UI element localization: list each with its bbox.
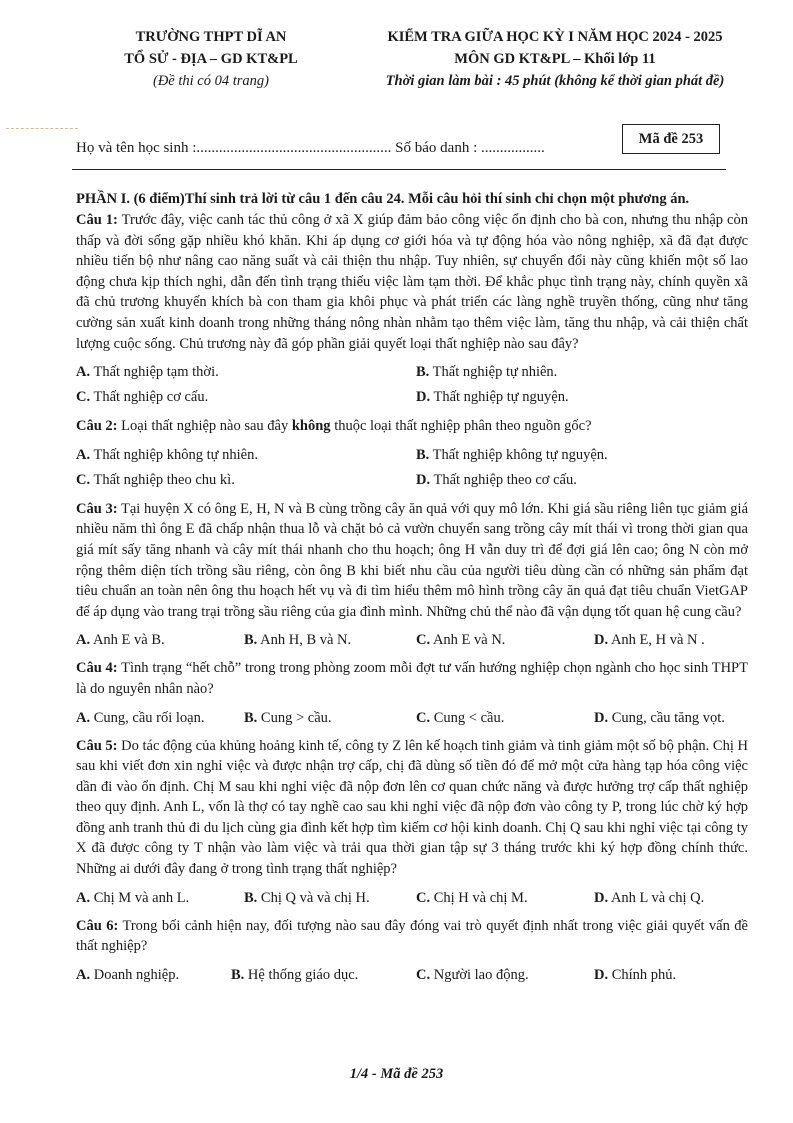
- name-label: Họ và tên học sinh :: [76, 140, 197, 156]
- option-b[interactable]: [244, 707, 332, 729]
- option-letter: C.: [76, 471, 91, 488]
- option-text: Thất nghiệp tự nguyện.: [433, 389, 569, 406]
- question-1: [76, 210, 748, 409]
- option-letter: B.: [416, 364, 430, 381]
- option-d[interactable]: [416, 469, 577, 491]
- school-name: TRƯỜNG THPT DĨ AN: [135, 29, 287, 45]
- option-a[interactable]: [76, 629, 165, 651]
- option-letter: A.: [76, 446, 91, 463]
- question-label: Câu 5:: [76, 737, 118, 754]
- question-stem: Trong bối cảnh hiện nay, đối tượng nào sau đây đóng vai trò quyết định nhất trong việc giải quyết vấn đề thất nghiệp?: [76, 917, 748, 955]
- question-stem: Trước đây, việc canh tác thủ công ở xã X giúp đảm bảo công việc ổn định cho bà con, nhưng thu nhập còn thấp và đời sống gặp nhiều khó khăn. Khi áp dụng cơ giới hóa và tự động hóa vào nông nghiệp, xã đã đạt được nhiều tiến bộ như nâng cao năng suất và cải thiện thu nhập. Tuy nhiên, sự chuyển đổi này cũng khiến một số lao động chưa kịp thích nghi, dẫn đến tình trạng thiếu việc làm tạm thời. Để khắc phục tình trạng này, chính quyền xã đã chủ trương khuyến khích bà con tham gia khôi phục và phát triển các làng nghề truyền thống, cũng như tăng cường sản xuất kinh doanh trong những tháng nông nhàn nhằm tạo thêm việc làm, tăng thu nhập, và cải thiện chất lượng cuộc sống. Chủ trương này đã góp phần giải quyết loại thất nghiệp nào sau đây?: [76, 212, 748, 352]
- option-d[interactable]: [594, 964, 676, 986]
- option-letter: B.: [231, 966, 245, 983]
- question-5: [76, 736, 748, 909]
- option-c[interactable]: [76, 386, 208, 408]
- option-letter: B.: [244, 889, 258, 906]
- school-header: [96, 26, 326, 92]
- option-text: Chị H và chị M.: [433, 889, 528, 906]
- option-letter: D.: [416, 471, 431, 488]
- option-text: Anh E, H và N .: [610, 632, 705, 649]
- question-label: Câu 3:: [76, 500, 118, 517]
- option-text: Anh L và chị Q.: [610, 889, 705, 906]
- option-letter: C.: [416, 632, 431, 649]
- option-c[interactable]: [76, 469, 235, 491]
- question-2: [76, 416, 748, 492]
- options: [76, 887, 748, 909]
- option-c[interactable]: [416, 629, 505, 651]
- option-text: Anh E và B.: [92, 632, 165, 649]
- option-letter: D.: [594, 966, 609, 983]
- option-a[interactable]: [76, 887, 189, 909]
- option-d[interactable]: [416, 386, 569, 408]
- option-letter: B.: [244, 709, 258, 726]
- exam-subject: MÔN GD KT&PL – Khối lớp 11: [454, 51, 656, 67]
- option-c[interactable]: [416, 887, 528, 909]
- exam-duration: Thời gian làm bài : 45 phút (không kể thời gian phát đề): [385, 73, 725, 89]
- option-b[interactable]: [244, 887, 370, 909]
- department-name: TỔ SỬ - ĐỊA – GD KT&PL: [124, 51, 298, 67]
- option-d[interactable]: [594, 629, 705, 651]
- option-text: Thất nghiệp theo chu kì.: [93, 471, 235, 488]
- option-b[interactable]: [231, 964, 358, 986]
- option-a[interactable]: [76, 444, 258, 466]
- option-text: Cung < cầu.: [433, 709, 505, 726]
- option-letter: D.: [416, 389, 431, 406]
- option-b[interactable]: [416, 361, 557, 383]
- option-text: Chị M và anh L.: [93, 889, 190, 906]
- option-c[interactable]: [416, 707, 504, 729]
- option-letter: C.: [416, 889, 431, 906]
- option-b[interactable]: [416, 444, 608, 466]
- option-letter: D.: [594, 709, 609, 726]
- option-a[interactable]: [76, 964, 179, 986]
- option-text: Thất nghiệp cơ cấu.: [93, 389, 209, 406]
- question-stem: Tình trạng “hết chỗ” trong trong phòng zoom mỗi đợt tư vấn hướng nghiệp chọn ngành cho học sinh THPT là do nguyên nhân nào?: [76, 660, 748, 697]
- question-stem: Loại thất nghiệp nào sau đây: [121, 418, 289, 435]
- option-text: Anh H, B và N.: [260, 632, 352, 649]
- pages-note: (Đề thi có 04 trang): [153, 73, 269, 89]
- scan-mark: [6, 128, 78, 129]
- option-text: Doanh nghiệp.: [93, 966, 180, 983]
- question-stem-end: thuộc loại thất nghiệp phân theo nguồn gốc?: [334, 418, 592, 435]
- question-4: [76, 658, 748, 728]
- option-c[interactable]: [416, 964, 529, 986]
- option-text: Anh E và N.: [432, 632, 506, 649]
- options: [76, 444, 748, 492]
- option-d[interactable]: [594, 707, 725, 729]
- name-blank: ....................................................: [196, 140, 392, 156]
- student-info-row: [76, 140, 545, 157]
- options: [76, 964, 748, 986]
- question-label: Câu 6:: [76, 917, 119, 934]
- option-text: Cung, cầu rối loạn.: [93, 709, 205, 726]
- question-stem: Tại huyện X có ông E, H, N và B cùng trồng cây ăn quả với quy mô lớn. Khi giá sầu riêng liên tục giảm giá nhiều năm thì ông E đã chấp nhận thua lỗ và chặt bỏ cả vườn chuyển sang trồng cây mít thái vì trong thời gian qua giá mít sấy tăng nhanh và cây mít thái nhanh cho thu hoạch; ông H vẫn duy trì để đợi giá lên cao; ông N còn mở rộng thêm diện tích trồng sầu riêng, còn ông B khi biết nhu cầu của người tiêu dùng cần có những sản phẩm đạt tiêu chuẩn an toàn nên ông thu hoạch hết vụ và đi tìm hiểu thêm mô hình trồng cây ăn quả đạt tiêu chuẩn VietGAP để áp dụng vào trang trại trồng sầu riêng của gia đình mình. Những chủ thể nào đã vận dụng tốt quan hệ cung cầu?: [76, 500, 749, 620]
- option-letter: A.: [76, 966, 91, 983]
- option-text: Thất nghiệp theo cơ cấu.: [433, 471, 577, 488]
- part-title: PHẦN I. (6 điểm)Thí sinh trả lời từ câu 1 đến câu 24. Mỗi câu hỏi thí sinh chỉ chọn một phương án.: [76, 191, 690, 207]
- option-letter: B.: [416, 446, 430, 463]
- option-text: Hệ thống giáo dục.: [247, 966, 359, 983]
- question-label: Câu 4:: [76, 660, 118, 677]
- option-letter: C.: [416, 966, 431, 983]
- option-letter: D.: [594, 632, 609, 649]
- question-stem: Do tác động của khủng hoảng kinh tế, công ty Z lên kế hoạch tinh giảm và tinh giảm một số bộ phận. Chị H sau khi viết đơn xin nghỉ việc và được nhận trợ cấp, chị đã dùng số tiền đó để mở một cửa hàng tạp hóa công việc dần đi vào ổn định. Chị M sau khi nghỉ việc đã nộp đơn lên cơ quan chức năng và được hưởng trợ cấp thất nghiệp theo quy định. Anh L, vốn là thợ có tay nghề cao sau khi nghỉ việc đã nộp đơn vào công ty P, trong lúc chờ ký hợp đồng anh tranh thủ đi du lịch cùng gia đình kết hợp tìm kiếm cơ hội kinh doanh. Chị Q sau khi nghỉ việc tại công ty X đã được công ty T nhận vào làm việc và trải qua thời gian tập sự 3 tháng trước khi ký hợp đồng chính thức. Những ai dưới đây đang ở trong tình trạng thất nghiệp?: [76, 737, 748, 878]
- option-text: Thất nghiệp không tự nguyện.: [432, 446, 608, 463]
- option-letter: C.: [416, 709, 431, 726]
- sbd-label: Số báo danh :: [395, 140, 478, 156]
- exam-content: [76, 189, 748, 993]
- question-emphasis: không: [291, 418, 331, 435]
- option-letter: A.: [76, 632, 91, 649]
- question-label: Câu 1:: [76, 212, 118, 228]
- question-label: Câu 2:: [76, 418, 118, 435]
- options: [76, 629, 748, 651]
- option-letter: B.: [244, 632, 258, 649]
- option-letter: A.: [76, 709, 91, 726]
- option-text: Người lao động.: [433, 966, 529, 983]
- exam-code-box: Mã đề 253: [622, 124, 720, 154]
- option-letter: A.: [76, 364, 91, 381]
- sbd-blank: .................: [480, 140, 545, 156]
- option-letter: D.: [594, 889, 609, 906]
- options: [76, 361, 748, 409]
- option-d[interactable]: [594, 887, 704, 909]
- header-divider: [72, 169, 726, 170]
- option-text: Thất nghiệp tạm thời.: [93, 364, 219, 381]
- option-text: Cung > cầu.: [260, 709, 332, 726]
- exam-header: [345, 26, 765, 92]
- option-a[interactable]: [76, 361, 219, 383]
- option-text: Thất nghiệp tự nhiên.: [432, 364, 558, 381]
- exam-title: KIỂM TRA GIỮA HỌC KỲ I NĂM HỌC 2024 - 2025: [387, 29, 723, 45]
- option-text: Chính phủ.: [611, 966, 677, 983]
- option-text: Cung, cầu tăng vọt.: [611, 709, 725, 726]
- option-b[interactable]: [244, 629, 351, 651]
- question-3: [76, 499, 748, 652]
- option-letter: C.: [76, 389, 91, 406]
- option-letter: A.: [76, 889, 91, 906]
- option-a[interactable]: [76, 707, 204, 729]
- options: [76, 707, 748, 729]
- option-text: Thất nghiệp không tự nhiên.: [93, 446, 258, 463]
- option-text: Chị Q và và chị H.: [260, 889, 370, 906]
- question-6: [76, 916, 748, 986]
- page-footer: 1/4 - Mã đề 253: [349, 1066, 444, 1082]
